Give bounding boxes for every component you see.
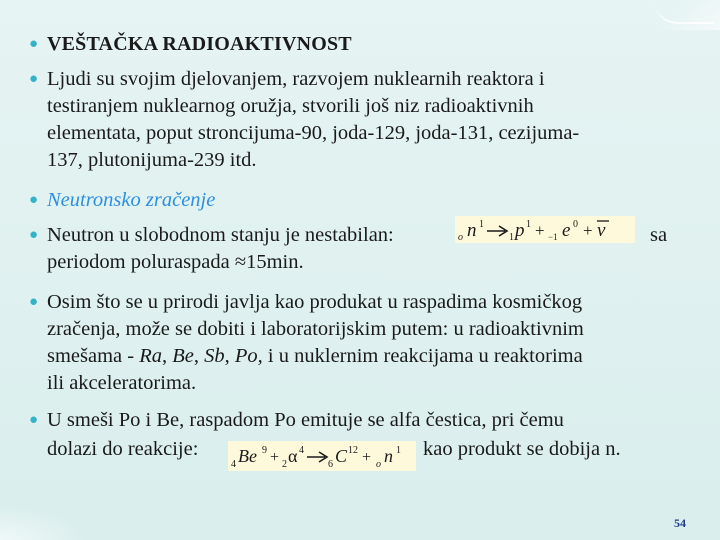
paragraph-line: ili akceleratorima. [47,372,197,394]
element-symbol: Po, [234,345,263,367]
element-symbol: Ra [139,345,163,367]
bullet-icon: ● [29,294,39,310]
paragraph-line: periodom poluraspada ≈15min. [47,251,304,273]
paragraph-line: elementata, poput stroncijuma-90, joda-129, joda-131, cezijuma- [47,122,580,144]
reaction-arrow-icon [487,226,507,236]
eq-operator: + [535,221,545,240]
paragraph-line: sa [650,224,668,246]
text-run: , [162,345,173,367]
eq-subscript: o [376,459,381,470]
eq-subscript: 6 [328,459,333,470]
paragraph-line [47,343,583,370]
text-run: i u nuklernim reakcijama u reaktorima [262,345,583,367]
slide-title: VEŠTAČKA RADIOAKTIVNOST [47,33,352,55]
eq-superscript: 1 [526,219,531,230]
eq-operator: + [270,449,280,466]
corner-decoration-bottom-left [0,506,90,540]
text-run: smešama - [47,345,140,367]
eq-subscript: 4 [231,459,236,470]
eq-symbol: e [562,220,571,241]
paragraph-line: 137, plutonijuma-239 itd. [47,149,257,171]
bullet-icon: ● [29,227,39,243]
eq-operator: + [362,449,372,466]
eq-superscript: 4 [299,445,304,456]
eq-superscript: 1 [479,219,484,230]
eq-symbol: ν [597,220,606,241]
section-heading: Neutronsko zračenje [47,189,216,211]
eq-subscript: 2 [282,459,287,470]
text-run: , [224,345,235,367]
bullet-icon: ● [29,192,39,208]
element-symbol: Be [172,345,194,367]
neutron-decay-equation [455,216,635,243]
bullet-icon: ● [29,412,39,428]
eq-superscript: 9 [262,445,267,456]
eq-symbol: n [467,220,477,241]
eq-symbol: n [384,446,393,466]
paragraph-line: kao produkt se dobija n. [423,438,621,460]
eq-symbol: C [335,446,348,466]
eq-symbol: α [288,446,298,466]
alpha-reaction-equation [228,441,416,471]
text-run: , [193,345,205,367]
paragraph-line: Neutron u slobodnom stanju je nestabilan: [47,224,394,246]
paragraph-line: dolazi do reakcije: [47,438,199,460]
paragraph-line: zračenja, može se dobiti i laboratorijskim putem: u radioaktivnim [47,318,584,340]
bullet-icon: ● [29,36,39,52]
eq-superscript: 1 [396,445,401,456]
corner-decoration-top-right [640,0,720,30]
paragraph-line: Osim što se u prirodi javlja kao produkat u raspadima kosmičkog [47,291,583,313]
bullet-icon: ● [29,71,39,87]
eq-operator: + [583,221,593,240]
element-symbol: Sb [204,345,225,367]
eq-subscript: −1 [548,232,558,242]
paragraph-line: U smeši Po i Be, raspadom Po emituje se alfa čestica, pri čemu [47,409,564,431]
eq-superscript: 0 [573,219,578,230]
paragraph-line: Ljudi su svojim djelovanjem, razvojem nuklearnih reaktora i [47,68,545,90]
reaction-arrow-icon [307,452,327,462]
eq-subscript: o [458,232,463,243]
paragraph-line: testiranjem nuklearnog oružja, stvorili još niz radioaktivnih [47,95,534,117]
eq-symbol: Be [238,446,257,466]
eq-superscript: 12 [348,445,358,456]
page-number: 54 [674,516,686,530]
eq-subscript: 1 [509,232,514,243]
eq-symbol: p [515,220,525,241]
